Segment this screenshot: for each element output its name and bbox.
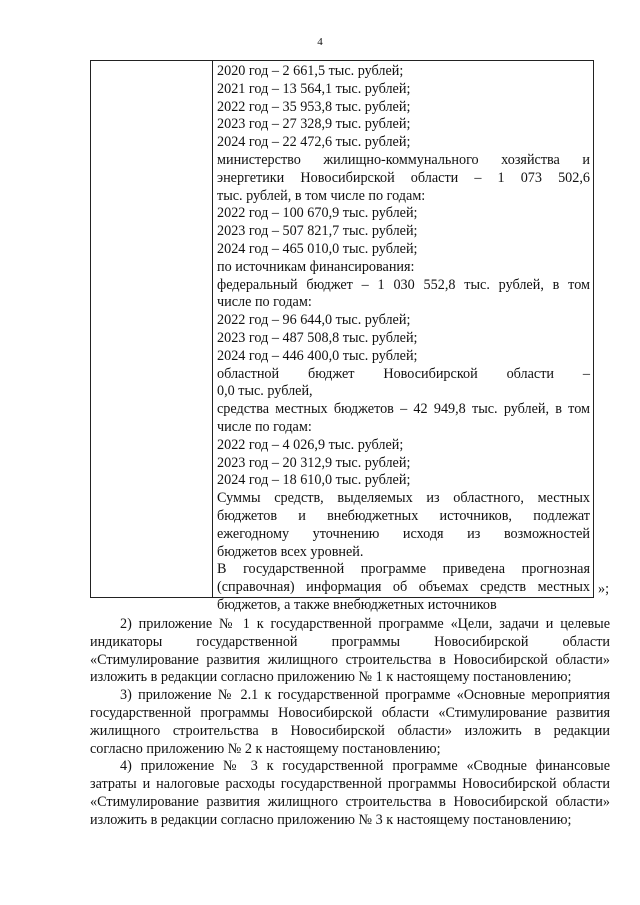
table-line: энергетики Новосибирской области – 1 073 502,6 (217, 169, 590, 186)
table-line: числе по годам: (217, 418, 312, 435)
paragraph-item-3 (90, 687, 610, 758)
table-line: 2023 год – 20 312,9 тыс. рублей; (217, 454, 411, 471)
table-line: 2024 год – 465 010,0 тыс. рублей; (217, 240, 418, 257)
paragraph-line: согласно приложению № 2 к настоящему постановлению; (90, 740, 441, 757)
table-line: бюджетов всех уровней. (217, 543, 364, 560)
table-line: В государственной программе приведена прогнозная (217, 561, 590, 578)
table-line: 2022 год – 96 644,0 тыс. рублей; (217, 312, 411, 329)
table-line: 2020 год – 2 661,5 тыс. рублей; (217, 63, 404, 79)
paragraph-line: 3) приложение № 2.1 к государственной программе «Основные мероприятия (120, 687, 610, 704)
paragraph-line: государственной программы Новосибирской области «Стимулирование развития (90, 704, 610, 721)
table-line: министерство жилищно-коммунального хозяйства и (217, 151, 590, 168)
table-line: 2024 год – 18 610,0 тыс. рублей; (217, 472, 411, 489)
table-line: бюджетов, а также внебюджетных источников (217, 596, 497, 613)
paragraph-line: «Стимулирование развития жилищного строительства в Новосибирской области» (90, 793, 610, 810)
table-line: по источникам финансирования: (217, 258, 415, 275)
table-line: тыс. рублей, в том числе по годам: (217, 187, 426, 204)
paragraph-line: 4) приложение № 3 к государственной программе «Сводные финансовые (120, 758, 610, 775)
table-line: 0,0 тыс. рублей, (217, 383, 313, 400)
document-body (90, 616, 610, 830)
page-number: 4 (317, 36, 323, 48)
paragraph-line: индикаторы государственной программы Новосибирской области (90, 633, 610, 650)
table-line: Суммы средств, выделяемых из областного, местных (217, 490, 590, 507)
funding-table-right-cell (217, 63, 590, 615)
paragraph-line: «Стимулирование развития жилищного строительства в Новосибирской области» (90, 651, 610, 668)
table-column-divider (212, 61, 213, 597)
paragraph-line: затраты и налоговые расходы государственной программы Новосибирской области (90, 776, 610, 793)
table-line: 2022 год – 4 026,9 тыс. рублей; (217, 436, 404, 453)
table-line: 2022 год – 100 670,9 тыс. рублей; (217, 205, 418, 222)
table-line: областной бюджет Новосибирской области – (217, 365, 590, 382)
table-line: (справочная) информация об объемах средств местных (217, 579, 590, 596)
table-line: 2023 год – 27 328,9 тыс. рублей; (217, 116, 411, 133)
table-line: 2024 год – 22 472,6 тыс. рублей; (217, 134, 411, 151)
table-line: федеральный бюджет – 1 030 552,8 тыс. рублей, в том (217, 276, 590, 293)
paragraph-item-4 (90, 758, 610, 829)
table-closing-quote: »; (598, 581, 610, 597)
table-line: 2023 год – 487 508,8 тыс. рублей; (217, 329, 418, 346)
table-line: числе по годам: (217, 294, 312, 311)
table-line: средства местных бюджетов – 42 949,8 тыс. рублей, в том (217, 401, 590, 418)
table-line: 2022 год – 35 953,8 тыс. рублей; (217, 98, 411, 115)
funding-table (90, 60, 594, 613)
table-line: бюджетов и внебюджетных источников, подлежат (217, 507, 590, 524)
paragraph-line: жилищного строительства в Новосибирской области» изложить в редакции (90, 722, 610, 739)
table-line: 2023 год – 507 821,7 тыс. рублей; (217, 223, 418, 240)
paragraph-line: 2) приложение № 1 к государственной программе «Цели, задачи и целевые (120, 616, 610, 632)
table-line: 2024 год – 446 400,0 тыс. рублей; (217, 347, 418, 364)
table-line: 2021 год – 13 564,1 тыс. рублей; (217, 80, 411, 97)
paragraph-line: изложить в редакции согласно приложению № 1 к настоящему постановлению; (90, 669, 572, 686)
paragraph-line: изложить в редакции согласно приложению № 3 к настоящему постановлению; (90, 811, 572, 828)
paragraph-item-2 (90, 616, 610, 687)
table-line: ежегодному уточнению исходя из возможностей (217, 525, 590, 542)
